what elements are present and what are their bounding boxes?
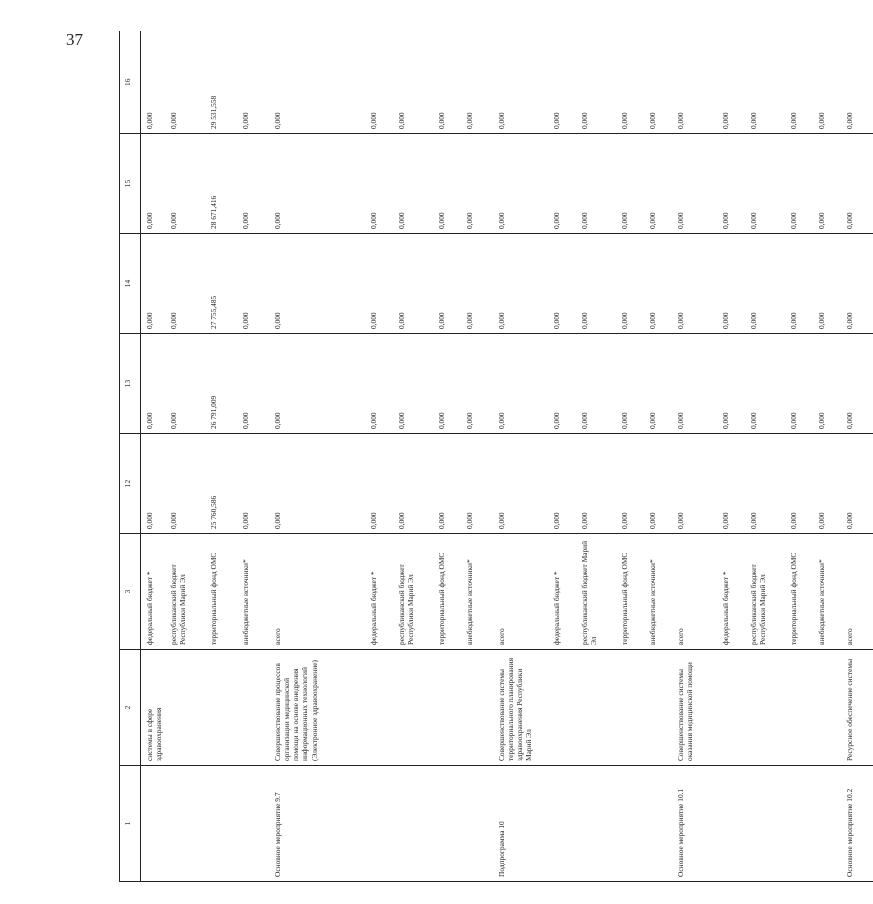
amount-cell: 0,000 [495,32,550,134]
amount-cell: 26 791,009 [207,334,239,434]
activity-code-cell [787,766,815,882]
amount-cell: 0,000 [550,334,578,434]
funding-source-cell: всего [271,534,367,650]
amount-cell: 0,000 [815,134,843,234]
amount-cell: 0,000 [395,334,435,434]
amount-cell: 29 531,558 [207,32,239,134]
header-cell: 14 [120,234,141,334]
page-number: 37 [66,30,83,49]
amount-cell: 0,000 [167,134,207,234]
amount-cell: 0,000 [141,234,167,334]
table-row [550,32,578,882]
amount-cell: 0,000 [367,234,395,334]
header-cell: 12 [120,434,141,534]
amount-cell: 0,000 [618,434,646,534]
amount-cell: 0,000 [646,32,674,134]
amount-cell: 0,000 [843,334,873,434]
amount-cell: 0,000 [463,134,495,234]
amount-cell: 0,000 [239,434,271,534]
table-row [843,32,873,882]
amount-cell: 0,000 [167,32,207,134]
table-row [674,32,719,882]
activity-code-cell [719,766,747,882]
funding-source-cell: внебюджетные источники* [646,534,674,650]
funding-source-cell: федеральный бюджет * [367,534,395,650]
amount-cell: 0,000 [495,134,550,234]
amount-cell: 0,000 [167,234,207,334]
amount-cell: 0,000 [747,334,787,434]
activity-code-cell [463,766,495,882]
amount-cell: 0,000 [495,234,550,334]
activity-code-cell: Основное мероприятие 10.1 [674,766,719,882]
amount-cell: 0,000 [495,434,550,534]
activity-code-cell [747,766,787,882]
amount-cell: 0,000 [747,234,787,334]
amount-cell: 0,000 [395,234,435,334]
table-row [578,32,618,882]
activity-name-cell [463,650,495,766]
budget-table [119,32,873,883]
table-row [239,32,271,882]
activity-code-cell [578,766,618,882]
header-cell: 2 [120,650,141,766]
funding-source-cell: внебюджетные источники* [463,534,495,650]
activity-name-cell [550,650,578,766]
header-cell: 15 [120,134,141,234]
amount-cell: 25 760,586 [207,434,239,534]
table-row [495,32,550,882]
funding-source-cell: внебюджетные источники* [815,534,843,650]
table-row [719,32,747,882]
activity-code-cell [618,766,646,882]
funding-source-cell: внебюджетные источники* [239,534,271,650]
amount-cell: 0,000 [395,134,435,234]
table-row [618,32,646,882]
table-row [167,32,207,882]
amount-cell: 0,000 [271,32,367,134]
amount-cell: 0,000 [435,134,463,234]
amount-cell: 0,000 [578,434,618,534]
amount-cell: 0,000 [787,334,815,434]
amount-cell: 28 671,416 [207,134,239,234]
amount-cell: 0,000 [618,32,646,134]
table-row [207,32,239,882]
table-row [271,32,367,882]
amount-cell: 0,000 [578,234,618,334]
amount-cell: 0,000 [463,434,495,534]
amount-cell: 0,000 [618,134,646,234]
activity-code-cell [550,766,578,882]
funding-source-cell: республиканский бюджет Республики Марий Эл [395,534,435,650]
amount-cell: 0,000 [435,334,463,434]
funding-source-cell: территориальный фонд ОМС [618,534,646,650]
table-row [787,32,815,882]
amount-cell: 0,000 [463,234,495,334]
activity-name-cell [207,650,239,766]
activity-name-cell [435,650,463,766]
amount-cell: 0,000 [239,32,271,134]
activity-code-cell: Основное мероприятие 9.7 [271,766,367,882]
amount-cell: 0,000 [646,134,674,234]
amount-cell: 0,000 [843,234,873,334]
amount-cell: 0,000 [843,32,873,134]
amount-cell: 0,000 [271,134,367,234]
amount-cell: 0,000 [550,434,578,534]
activity-code-cell [815,766,843,882]
amount-cell: 0,000 [367,334,395,434]
activity-code-cell [367,766,395,882]
amount-cell: 0,000 [787,134,815,234]
amount-cell: 0,000 [367,32,395,134]
amount-cell: 0,000 [239,134,271,234]
amount-cell: 0,000 [646,334,674,434]
rotated-table-container [119,32,854,882]
table-header-row [120,32,141,882]
activity-name-cell [395,650,435,766]
amount-cell: 0,000 [719,134,747,234]
amount-cell: 0,000 [578,334,618,434]
amount-cell: 0,000 [141,334,167,434]
activity-name-cell [578,650,618,766]
amount-cell: 0,000 [578,32,618,134]
amount-cell: 0,000 [719,334,747,434]
amount-cell: 0,000 [674,334,719,434]
funding-source-cell: республиканский бюджет Республики Марий Эл [167,534,207,650]
funding-source-cell: всего [495,534,550,650]
amount-cell: 0,000 [367,134,395,234]
amount-cell: 0,000 [550,234,578,334]
amount-cell: 0,000 [646,234,674,334]
amount-cell: 0,000 [843,434,873,534]
activity-code-cell: Основное мероприятие 10.2 [843,766,873,882]
activity-name-cell [618,650,646,766]
table-row [646,32,674,882]
funding-source-cell: всего [674,534,719,650]
amount-cell: 0,000 [550,134,578,234]
amount-cell: 0,000 [271,434,367,534]
amount-cell: 0,000 [435,434,463,534]
activity-name-cell: системы в сфере здравоохранения [141,650,167,766]
amount-cell: 0,000 [646,434,674,534]
funding-source-cell: всего [843,534,873,650]
activity-code-cell [646,766,674,882]
amount-cell: 0,000 [618,334,646,434]
activity-code-cell [141,766,167,882]
amount-cell: 0,000 [271,334,367,434]
funding-source-cell: республиканский бюджет Республики Марий Эл [747,534,787,650]
activity-name-cell: Совершенствование системы территориального планирования здравоохранения Республики Марий Эл [495,650,550,766]
header-cell: 1 [120,766,141,882]
activity-code-cell [395,766,435,882]
amount-cell: 0,000 [239,234,271,334]
amount-cell: 0,000 [815,334,843,434]
amount-cell: 0,000 [815,32,843,134]
amount-cell: 0,000 [367,434,395,534]
amount-cell: 0,000 [674,134,719,234]
amount-cell: 0,000 [435,32,463,134]
amount-cell: 0,000 [815,234,843,334]
funding-source-cell: федеральный бюджет * [719,534,747,650]
header-cell: 3 [120,534,141,650]
funding-source-cell: территориальный фонд ОМС [207,534,239,650]
amount-cell: 0,000 [435,234,463,334]
activity-code-cell: Подпрограмма 10 [495,766,550,882]
amount-cell: 0,000 [747,32,787,134]
amount-cell: 0,000 [550,32,578,134]
amount-cell: 0,000 [719,234,747,334]
amount-cell: 0,000 [719,434,747,534]
amount-cell: 0,000 [747,434,787,534]
funding-source-cell: федеральный бюджет * [550,534,578,650]
amount-cell: 0,000 [141,134,167,234]
activity-name-cell [239,650,271,766]
amount-cell: 0,000 [239,334,271,434]
amount-cell: 0,000 [495,334,550,434]
amount-cell: 0,000 [843,134,873,234]
amount-cell: 0,000 [815,434,843,534]
amount-cell: 0,000 [618,234,646,334]
table-row [435,32,463,882]
activity-name-cell: Ресурсное обеспечение системы [843,650,873,766]
table-row [463,32,495,882]
amount-cell: 0,000 [674,234,719,334]
activity-name-cell [167,650,207,766]
amount-cell: 0,000 [463,334,495,434]
table-row [815,32,843,882]
header-cell: 13 [120,334,141,434]
activity-name-cell [787,650,815,766]
amount-cell: 0,000 [674,434,719,534]
amount-cell: 0,000 [395,32,435,134]
amount-cell: 0,000 [578,134,618,234]
funding-source-cell: федеральный бюджет * [141,534,167,650]
funding-source-cell: территориальный фонд ОМС [787,534,815,650]
activity-name-cell: Совершенствование процессов организации медицинской помощи на основе внедрения информационных технологий (Электронное здравоохранение) [271,650,367,766]
amount-cell: 0,000 [167,434,207,534]
activity-name-cell [747,650,787,766]
table-body [141,32,873,882]
activity-name-cell: Совершенствование системы оказания медицинской помощи [674,650,719,766]
header-cell: 16 [120,32,141,134]
activity-code-cell [167,766,207,882]
amount-cell: 0,000 [141,32,167,134]
amount-cell: 0,000 [271,234,367,334]
amount-cell: 0,000 [141,434,167,534]
amount-cell: 0,000 [787,234,815,334]
activity-code-cell [207,766,239,882]
amount-cell: 27 755,485 [207,234,239,334]
amount-cell: 0,000 [719,32,747,134]
funding-source-cell: республиканский бюджет Марий Эл [578,534,618,650]
activity-name-cell [646,650,674,766]
table-row [367,32,395,882]
activity-code-cell [239,766,271,882]
activity-name-cell [367,650,395,766]
amount-cell: 0,000 [787,32,815,134]
activity-name-cell [719,650,747,766]
funding-source-cell: территориальный фонд ОМС [435,534,463,650]
amount-cell: 0,000 [787,434,815,534]
amount-cell: 0,000 [747,134,787,234]
amount-cell: 0,000 [674,32,719,134]
amount-cell: 0,000 [167,334,207,434]
table-row [141,32,167,882]
table-row [395,32,435,882]
amount-cell: 0,000 [395,434,435,534]
table-row [747,32,787,882]
activity-code-cell [435,766,463,882]
amount-cell: 0,000 [463,32,495,134]
activity-name-cell [815,650,843,766]
